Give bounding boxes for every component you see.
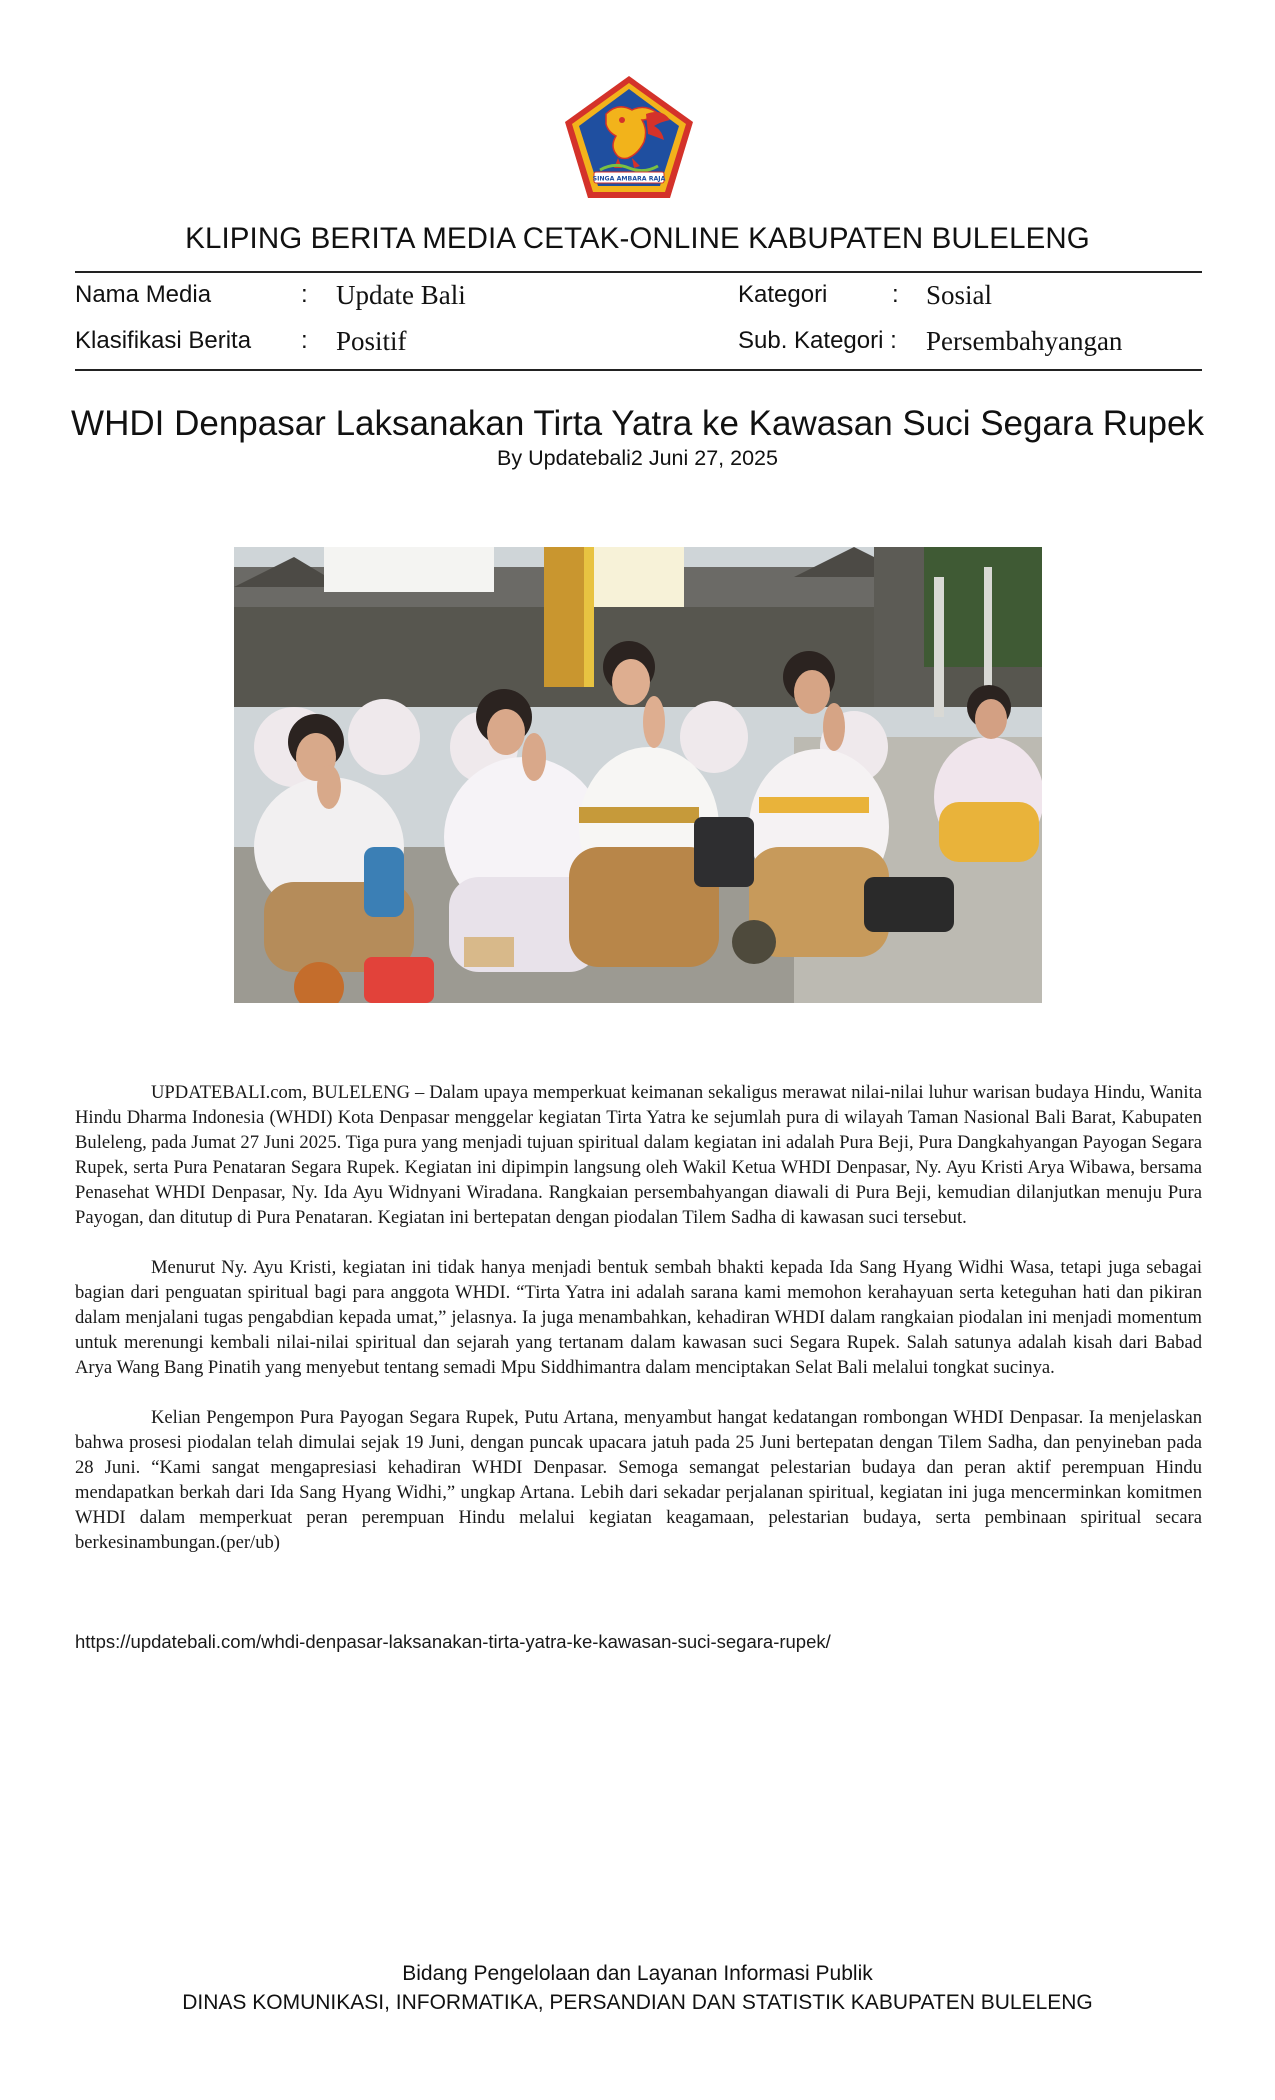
media-name-value: Update Bali [336,280,466,310]
article-byline: By Updatebali2 Juni 27, 2025 [497,446,778,470]
category-colon: : [892,281,899,308]
category-label: Kategori [738,281,828,308]
article-paragraph: Kelian Pengempon Pura Payogan Segara Rupek, Putu Artana, menyambut hangat kedatangan rombongan WHDI Denpasar. Ia menjelaskan bahwa prosesi piodalan telah dimulai sejak 19 Juni, dengan puncak upacara jatuh pada 25 Juni bertepatan dengan Tilem Sadha, dan penyineban pada 28 Juni. “Kami sangat mengapresiasi kehadiran WHDI Denpasar. Semoga semangat pelestarian budaya dan peran aktif perempuan Hindu mendapatkan berkah dari Ida Sang Hyang Widhi,” ungkap Artana. Lebih dari sekadar perjalanan spiritual, kegiatan ini juga mencerminkan komitmen WHDI dalam memperkuat peran perempuan Hindu melalui kegiatan keagamaan, pelestarian budaya, serta pembinaan spiritual secara berkesinambungan.(per/ub) [75,1407,1202,1553]
article-photo [234,547,1042,1003]
subcategory-value: Persembahyangan [926,326,1123,356]
classification-colon: : [301,327,308,354]
classification-value: Positif [336,326,407,356]
footer-agency: DINAS KOMUNIKASI, INFORMATIKA, PERSANDIAN DAN STATISTIK KABUPATEN BULELENG [182,1991,1093,2014]
subcategory-label: Sub. Kategori : [738,327,897,354]
classification-label: Klasifikasi Berita [75,327,252,354]
source-url-link[interactable]: https://updatebali.com/whdi-denpasar-laksanakan-tirta-yatra-ke-kawasan-suci-segara-rupek/ [75,1631,831,1652]
category-value: Sosial [926,280,993,310]
header-divider-bottom [75,369,1202,371]
footer-department: Bidang Pengelolaan dan Layanan Informasi Publik [402,1962,873,1985]
clipping-header-title: KLIPING BERITA MEDIA CETAK-ONLINE KABUPATEN BULELENG [185,222,1090,255]
article-paragraph: Menurut Ny. Ayu Kristi, kegiatan ini tidak hanya menjadi bentuk sembah bhakti kepada Ida Sang Hyang Widhi Wasa, tetapi juga sebagai bagian dari penguatan spiritual bagi para anggota WHDI. “Tirta Yatra ini adalah sarana kami memohon kerahayuan serta keteguhan hati dan pikiran dalam menjalani tugas pengabdian kepada umat,” jelasnya. Ia juga menambahkan, kehadiran WHDI dalam rangkaian piodalan ini menjadi momentum untuk merenungi kembali nilai-nilai spiritual dan sejarah yang tertanam dalam kawasan suci Segara Rupek. Salah satunya adalah kisah dari Babad Arya Wang Bang Pinatih yang menyebut tentang semadi Mpu Siddhimantra dalam menciptakan Selat Bali melalui tongkat sucinya. [75,1257,1202,1378]
header-divider-top [75,271,1202,273]
emblem-motto: SINGA AMBARA RAJA [592,175,666,183]
article-body [75,1080,1202,1580]
article-title: WHDI Denpasar Laksanakan Tirta Yatra ke Kawasan Suci Segara Rupek [71,404,1204,443]
buleleng-emblem-logo [562,74,696,201]
media-name-label: Nama Media [75,281,212,308]
media-name-colon: : [301,281,308,308]
article-paragraph: UPDATEBALI.com, BULELENG – Dalam upaya memperkuat keimanan sekaligus merawat nilai-nilai luhur warisan budaya Hindu, Wanita Hindu Dharma Indonesia (WHDI) Kota Denpasar menggelar kegiatan Tirta Yatra ke sejumlah pura di wilayah Taman Nasional Bali Barat, Kabupaten Buleleng, pada Jumat 27 Juni 2025. Tiga pura yang menjadi tujuan spiritual dalam kegiatan ini adalah Pura Beji, Pura Dangkahyangan Payogan Segara Rupek, serta Pura Penataran Segara Rupek. Kegiatan ini dipimpin langsung oleh Wakil Ketua WHDI Denpasar, Ny. Ayu Kristi Arya Wibawa, bersama Penasehat WHDI Denpasar, Ny. Ida Ayu Widnyani Wiradana. Rangkaian persembahyangan diawali di Pura Beji, kemudian dilanjutkan menuju Pura Payogan, dan ditutup di Pura Penataran. Kegiatan ini bertepatan dengan piodalan Tilem Sadha di kawasan suci tersebut. [75,1082,1202,1228]
